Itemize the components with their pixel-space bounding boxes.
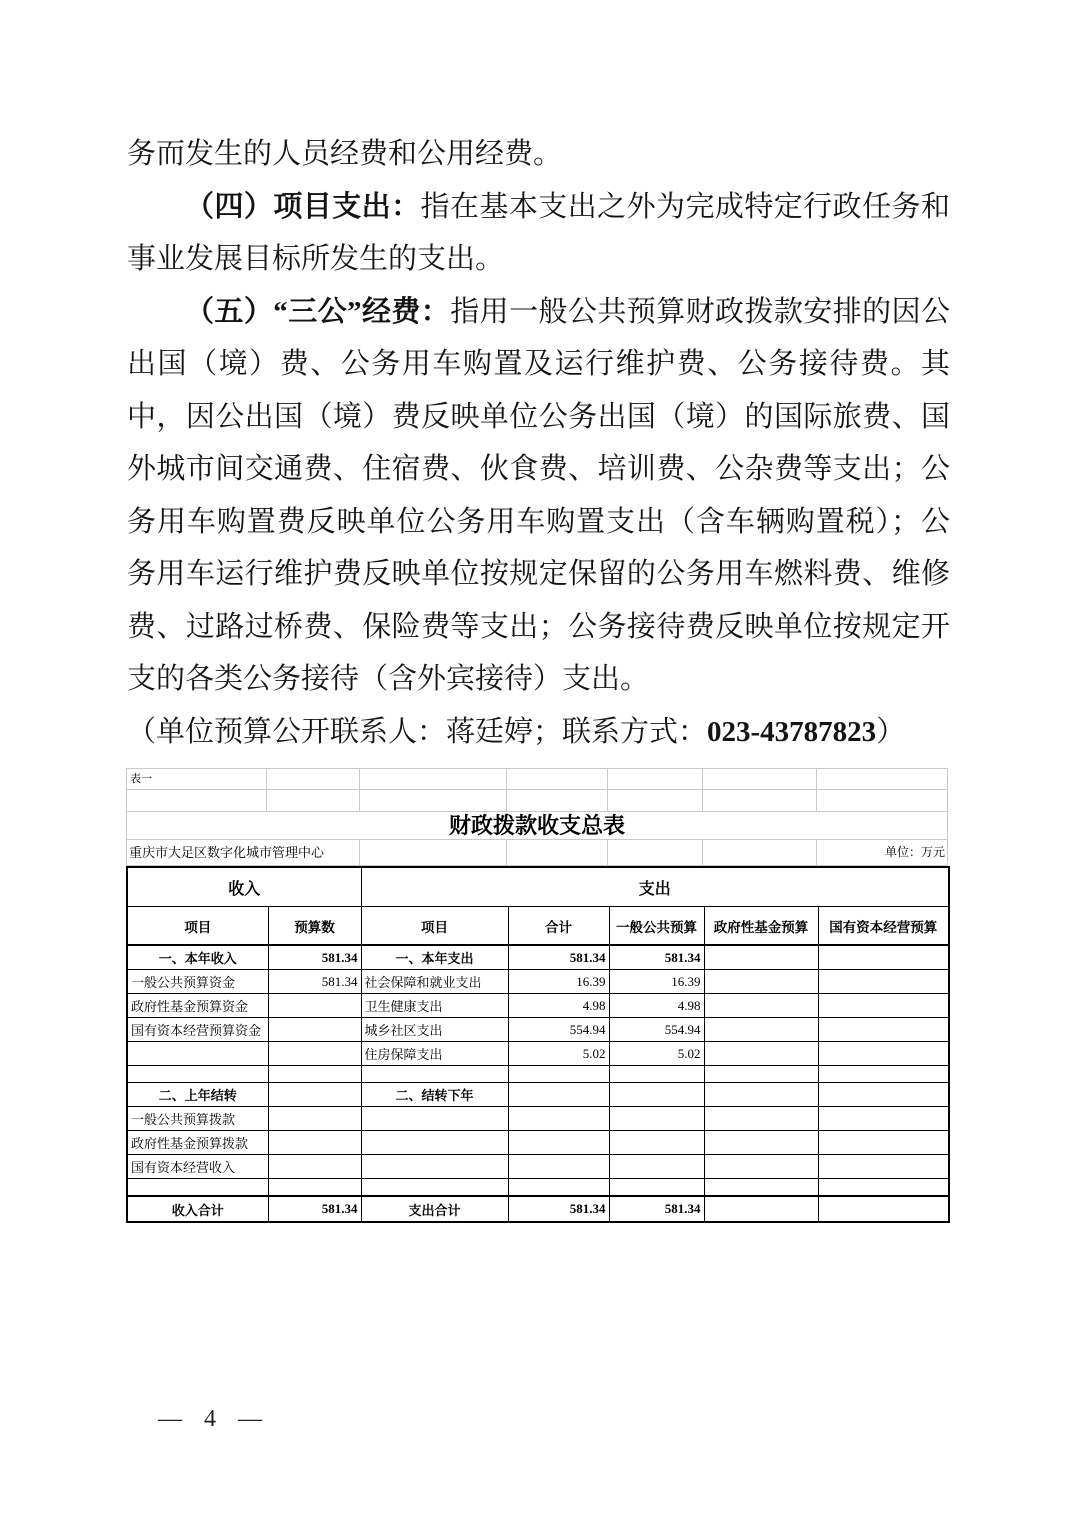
- table-cell: [361, 1107, 508, 1131]
- budget-table-body: [127, 945, 949, 1222]
- table-cell: 住房保障支出: [361, 1042, 508, 1066]
- table-cell: [361, 1066, 508, 1083]
- table-cell: 一、本年收入: [127, 945, 268, 970]
- sheet-cell: [817, 769, 948, 789]
- table-cell: [818, 1042, 949, 1066]
- group-header-income: 收入: [127, 867, 361, 907]
- table-row: [127, 1018, 949, 1042]
- table-cell: 支出合计: [361, 1196, 508, 1222]
- table-cell: [609, 1066, 704, 1083]
- column-header-expense-item: 项目: [361, 907, 508, 946]
- organization-name: 重庆市大足区数字化城市管理中心: [126, 840, 360, 865]
- table-cell: [704, 1155, 818, 1179]
- sheet-cell: [507, 790, 608, 811]
- table-cell: 一、本年支出: [361, 945, 508, 970]
- page-number: — 4 —: [158, 1406, 263, 1432]
- table-cell: [508, 1107, 609, 1131]
- table-cell: [127, 1042, 268, 1066]
- table-cell: 国有资本经营收入: [127, 1155, 268, 1179]
- table-cell: [609, 1107, 704, 1131]
- table-cell: 国有资本经营预算资金: [127, 1018, 268, 1042]
- paragraph-item-5: [127, 286, 950, 706]
- budget-sheet: [126, 768, 948, 1223]
- paragraph-item-4-text: 指在基本支出之外为完成特定行政任务和事业发展目标所发生的支出。: [127, 190, 950, 275]
- sheet-cell: [360, 790, 507, 811]
- table-cell: 581.34: [508, 945, 609, 970]
- table-cell: [361, 1131, 508, 1155]
- sheet-cell: [360, 769, 507, 789]
- table-cell: 5.02: [508, 1042, 609, 1066]
- table-cell: [818, 1155, 949, 1179]
- paragraph-continuation-text: 务而发生的人员经费和公用经费。: [127, 138, 563, 170]
- table-cell: 16.39: [508, 970, 609, 994]
- sheet-cell: [817, 790, 948, 811]
- column-header-general-public-budget: 一般公共预算: [609, 907, 704, 946]
- table-cell: [268, 1083, 361, 1107]
- column-header-state-capital-budget: 国有资本经营预算: [818, 907, 949, 946]
- table-cell: [818, 1179, 949, 1197]
- table-cell: [704, 945, 818, 970]
- column-header-budget-amount: 预算数: [268, 907, 361, 946]
- body-text: [127, 128, 950, 758]
- table-cell: 二、上年结转: [127, 1083, 268, 1107]
- table-row: [127, 1083, 949, 1107]
- table-cell: 卫生健康支出: [361, 994, 508, 1018]
- paragraph-contact: [127, 706, 950, 759]
- table-cell: [609, 1179, 704, 1197]
- table-cell: 581.34: [508, 1196, 609, 1222]
- sheet-cell: [267, 769, 360, 789]
- table-cell: [268, 1066, 361, 1083]
- term-project-expenditure: （四）项目支出：: [185, 190, 421, 223]
- table-cell: [508, 1083, 609, 1107]
- table-cell: [704, 994, 818, 1018]
- table-cell: [818, 994, 949, 1018]
- table-cell: [508, 1179, 609, 1197]
- contact-text-close: ）: [876, 715, 906, 748]
- table-row: [127, 1107, 949, 1131]
- table-cell: [268, 1131, 361, 1155]
- table-cell: [268, 1042, 361, 1066]
- table-cell: [704, 1066, 818, 1083]
- table-cell: [818, 1196, 949, 1222]
- table-cell: [704, 1042, 818, 1066]
- table-cell: [704, 1179, 818, 1197]
- column-header-total: 合计: [508, 907, 609, 946]
- table-cell: 554.94: [508, 1018, 609, 1042]
- sheet-cell: [703, 840, 817, 865]
- table-cell: 5.02: [609, 1042, 704, 1066]
- table-cell: [818, 970, 949, 994]
- table-row: [127, 945, 949, 970]
- paragraph-continuation: [127, 128, 950, 181]
- sheet-cell: [267, 790, 360, 811]
- table-cell: [609, 1155, 704, 1179]
- table-cell: [268, 1018, 361, 1042]
- group-header-expenditure: 支出: [361, 867, 949, 907]
- paragraph-item-4: [127, 181, 950, 286]
- table-cell: 4.98: [508, 994, 609, 1018]
- table-row: [127, 1131, 949, 1155]
- paragraph-item-5-text: 指用一般公共预算财政拨款安排的因公出国（境）费、公务用车购置及运行维护费、公务接待费。其中，因公出国（境）费反映单位公务出国（境）的国际旅费、国外城市间交通费、住宿费、伙食费、培训费、公杂费等支出；公务用车购置费反映单位公务用车购置支出（含车辆购置税）；公务用车运行维护费反映单位按规定保留的公务用车燃料费、维修费、过路过桥费、保险费等支出；公务接待费反映单位按规定开支的各类公务接待（含外宾接待）支出。: [127, 295, 950, 695]
- table-cell: [704, 1196, 818, 1222]
- table-cell: 一般公共预算拨款: [127, 1107, 268, 1131]
- table-cell: 政府性基金预算资金: [127, 994, 268, 1018]
- table-cell: [818, 1083, 949, 1107]
- table-title: 财政拨款收支总表: [126, 812, 948, 840]
- table-cell: 581.34: [268, 945, 361, 970]
- table-cell: 581.34: [609, 1196, 704, 1222]
- table-cell: 581.34: [609, 945, 704, 970]
- table-cell: [508, 1155, 609, 1179]
- table-cell: [818, 1107, 949, 1131]
- contact-text: （单位预算公开联系人：蒋廷婷；联系方式：: [127, 715, 708, 748]
- sheet-cell: [608, 840, 703, 865]
- table-cell: [704, 1131, 818, 1155]
- table-cell: [508, 1131, 609, 1155]
- table-cell: 一般公共预算资金: [127, 970, 268, 994]
- table-cell: [704, 1018, 818, 1042]
- table-cell: 二、结转下年: [361, 1083, 508, 1107]
- table-row: [127, 1042, 949, 1066]
- column-header-government-fund-budget: 政府性基金预算: [704, 907, 818, 946]
- table-cell: [818, 1131, 949, 1155]
- sheet-cell: [126, 790, 267, 811]
- table-cell: [704, 970, 818, 994]
- table-cell: 581.34: [268, 1196, 361, 1222]
- unit-label: 单位：万元: [817, 840, 948, 865]
- table-cell: [704, 1107, 818, 1131]
- table-row: [127, 1066, 949, 1083]
- table-row: [127, 1196, 949, 1222]
- sheet-cell: [507, 769, 608, 789]
- table-cell: [361, 1155, 508, 1179]
- table-cell: [127, 1179, 268, 1197]
- table-cell: [818, 1018, 949, 1042]
- sheet-cell: [608, 769, 703, 789]
- sheet-cell: [507, 840, 608, 865]
- budget-table: [126, 866, 950, 1223]
- table-cell: [127, 1066, 268, 1083]
- table-cell: [268, 1155, 361, 1179]
- table-cell: 收入合计: [127, 1196, 268, 1222]
- sheet-cell: [703, 790, 817, 811]
- contact-phone-number: 023-43787823: [707, 715, 877, 748]
- sheet-row-tag: [126, 768, 948, 790]
- sheet-row-org: [126, 840, 948, 866]
- table-cell: 554.94: [609, 1018, 704, 1042]
- table-cell: 4.98: [609, 994, 704, 1018]
- table-cell: [361, 1179, 508, 1197]
- term-three-public-funds: （五）“三公”经费：: [185, 295, 451, 328]
- table-group-header-row: [127, 867, 949, 907]
- table-cell: [268, 1107, 361, 1131]
- table-cell: [609, 1083, 704, 1107]
- sheet-tag-cell: 表一: [126, 769, 267, 789]
- table-cell: [609, 1131, 704, 1155]
- sheet-cell: [608, 790, 703, 811]
- table-cell: [268, 994, 361, 1018]
- table-row: [127, 1179, 949, 1197]
- table-row: [127, 970, 949, 994]
- table-cell: [818, 1066, 949, 1083]
- table-cell: 城乡社区支出: [361, 1018, 508, 1042]
- sheet-cell: [703, 769, 817, 789]
- table-cell: 政府性基金预算拨款: [127, 1131, 268, 1155]
- table-cell: [818, 945, 949, 970]
- table-cell: [508, 1066, 609, 1083]
- table-cell: [268, 1179, 361, 1197]
- table-row: [127, 1155, 949, 1179]
- column-header-income-item: 项目: [127, 907, 268, 946]
- table-cell: 16.39: [609, 970, 704, 994]
- sheet-row-empty: [126, 790, 948, 812]
- table-cell: 581.34: [268, 970, 361, 994]
- table-cell: 社会保障和就业支出: [361, 970, 508, 994]
- table-column-header-row: [127, 907, 949, 946]
- table-cell: [704, 1083, 818, 1107]
- sheet-cell: [360, 840, 507, 865]
- table-row: [127, 994, 949, 1018]
